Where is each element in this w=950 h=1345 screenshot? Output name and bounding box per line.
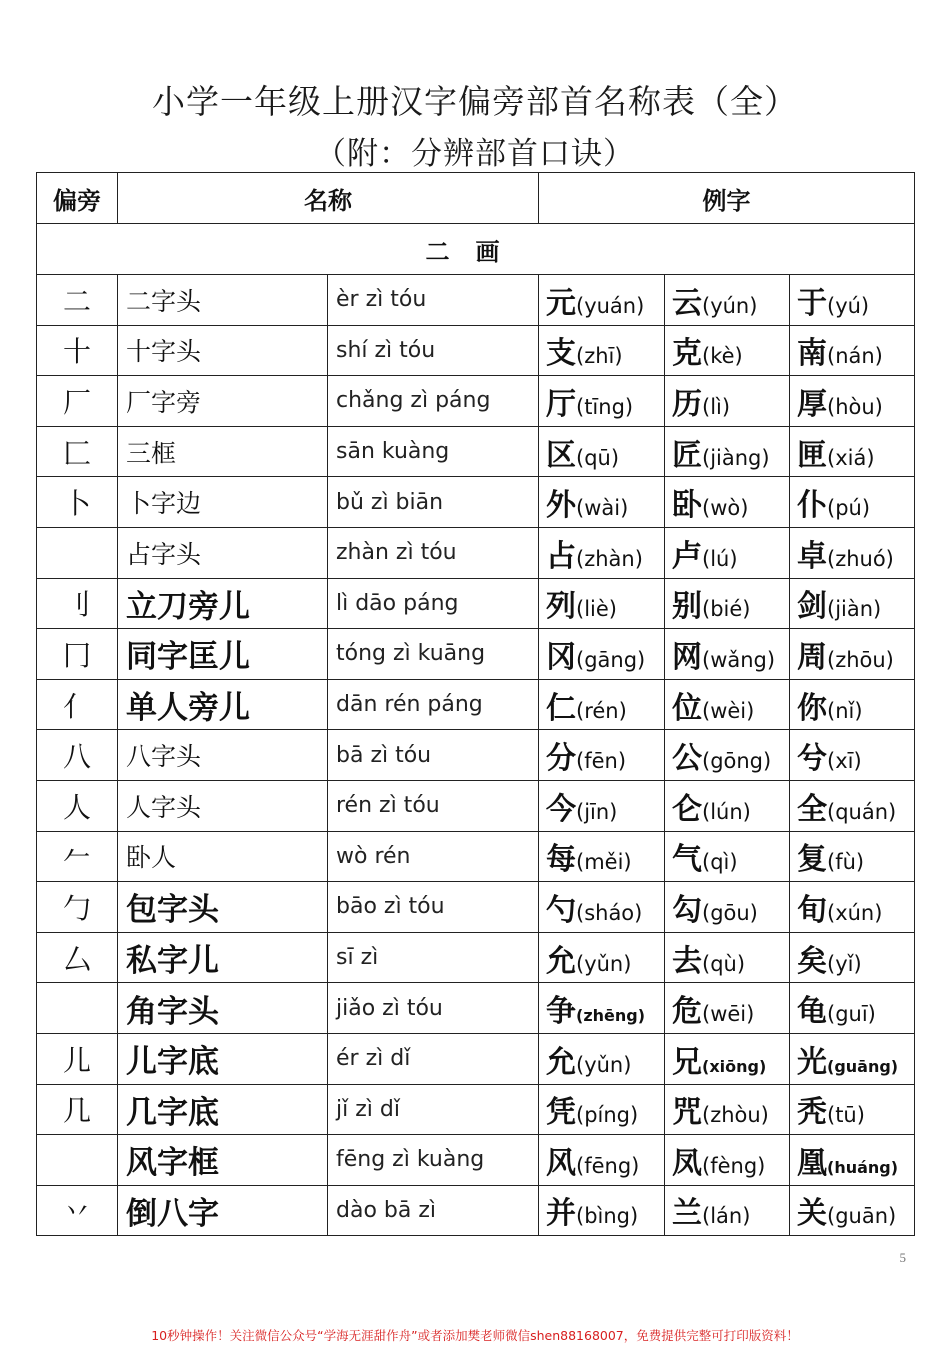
example-pinyin: (guāng): [827, 1056, 899, 1076]
example-pinyin: (fēng): [576, 1153, 640, 1178]
example-char: 元: [546, 285, 576, 321]
example-cell: [665, 831, 790, 882]
pinyin-cell: bāo zì tóu: [328, 882, 539, 933]
radical-cell: 厶: [37, 932, 118, 983]
example-cell: [790, 1033, 915, 1084]
radical-cell: [37, 983, 118, 1034]
radical-name-cell: 私字儿: [118, 932, 328, 983]
example-pinyin: (gōng): [702, 749, 772, 774]
example-char: 秃: [797, 1095, 827, 1131]
example-cell: [665, 477, 790, 528]
example-char: 勾: [672, 892, 702, 928]
example-char: 兰: [672, 1196, 702, 1232]
example-cell: [790, 477, 915, 528]
example-pinyin: (tīng): [576, 394, 634, 419]
example-cell: [539, 1033, 665, 1084]
example-pinyin: (hòu): [827, 394, 883, 419]
example-pinyin: (qì): [702, 850, 738, 875]
example-char: 卓: [797, 538, 827, 574]
table-header-row: [37, 173, 915, 224]
table-row: [37, 1084, 915, 1135]
example-char: 全: [797, 791, 827, 827]
example-pinyin: (nǐ): [827, 698, 863, 723]
pinyin-cell: wò rén: [328, 831, 539, 882]
example-cell: [665, 780, 790, 831]
example-cell: [665, 275, 790, 326]
example-pinyin: (sháo): [576, 900, 643, 925]
page-title: 小学一年级上册汉字偏旁部首名称表（全）: [152, 82, 798, 121]
example-cell: [790, 527, 915, 578]
example-cell: [539, 578, 665, 629]
example-cell: [539, 730, 665, 781]
example-char: 冈: [546, 639, 576, 675]
radical-cell: 二: [37, 275, 118, 326]
example-pinyin: (jīn): [576, 799, 618, 824]
pinyin-cell: dān rén páng: [328, 679, 539, 730]
example-char: 咒: [672, 1095, 702, 1131]
example-char: 克: [672, 336, 702, 372]
footer-notice: 10秒钟操作！关注微信公众号“学海无涯甜作舟”或者添加樊老师微信shen88168007，免费提供完整可打印版资料！: [151, 1328, 799, 1343]
radical-name-cell: 占字头: [118, 527, 328, 578]
radical-cell: 冂: [37, 629, 118, 680]
example-cell: [665, 1084, 790, 1135]
example-char: 位: [672, 690, 702, 726]
table-row: [37, 527, 915, 578]
example-cell: [665, 932, 790, 983]
example-pinyin: (wèi): [702, 698, 755, 723]
example-pinyin: (xī): [827, 749, 862, 774]
header-radical: 偏旁: [37, 173, 118, 224]
pinyin-cell: ér zì dǐ: [328, 1033, 539, 1084]
example-pinyin: (xiá): [827, 445, 875, 470]
example-cell: [790, 275, 915, 326]
radical-cell: [37, 1135, 118, 1186]
example-pinyin: (yú): [827, 293, 870, 318]
table-row: [37, 730, 915, 781]
example-cell: [790, 831, 915, 882]
table-row: [37, 679, 915, 730]
example-pinyin: (jiàng): [702, 445, 770, 470]
example-pinyin: (liè): [576, 597, 617, 622]
example-pinyin: (wài): [576, 496, 629, 521]
example-cell: [539, 679, 665, 730]
table-row: [37, 275, 915, 326]
example-char: 剑: [797, 589, 827, 625]
example-char: 凭: [546, 1095, 576, 1131]
pinyin-cell: tóng zì kuāng: [328, 629, 539, 680]
table-row: [37, 376, 915, 427]
example-char: 匠: [672, 437, 702, 473]
pinyin-cell: bā zì tóu: [328, 730, 539, 781]
example-char: 厅: [546, 386, 576, 422]
example-cell: [790, 730, 915, 781]
section-label: 二画: [37, 224, 915, 275]
example-pinyin: (rén): [576, 698, 627, 723]
example-char: 龟: [797, 994, 827, 1030]
example-pinyin: (lán): [702, 1204, 751, 1229]
example-cell: [665, 426, 790, 477]
example-pinyin: (yǐ): [827, 951, 862, 976]
example-char: 云: [672, 285, 702, 321]
example-char: 允: [546, 1044, 576, 1080]
example-char: 历: [672, 386, 702, 422]
example-cell: [539, 780, 665, 831]
example-pinyin: (zhàn): [576, 546, 643, 571]
example-cell: [790, 882, 915, 933]
radical-name-cell: 同字匡儿: [118, 629, 328, 680]
radical-cell: 八: [37, 730, 118, 781]
example-pinyin: (kè): [702, 344, 743, 369]
pinyin-cell: dào bā zì: [328, 1185, 539, 1236]
example-pinyin: (pú): [827, 496, 871, 521]
example-pinyin: (wǎng): [702, 647, 776, 672]
example-char: 去: [672, 943, 702, 979]
example-char: 兮: [797, 741, 827, 777]
radical-name-cell: 风字框: [118, 1135, 328, 1186]
example-pinyin: (fēn): [576, 749, 627, 774]
radical-cell: 丷: [37, 1185, 118, 1236]
pinyin-cell: bǔ zì biān: [328, 477, 539, 528]
radical-cell: 匚: [37, 426, 118, 477]
example-char: 区: [546, 437, 576, 473]
example-pinyin: (guī): [827, 1002, 876, 1027]
example-pinyin: (fù): [827, 850, 865, 875]
radical-name-cell: 厂字旁: [118, 376, 328, 427]
pinyin-cell: fēng zì kuàng: [328, 1135, 539, 1186]
example-cell: [790, 629, 915, 680]
radical-cell: 卜: [37, 477, 118, 528]
example-char: 光: [797, 1044, 827, 1080]
radical-name-cell: 八字头: [118, 730, 328, 781]
example-cell: [665, 527, 790, 578]
radical-cell: 𠂉: [37, 831, 118, 882]
table-row: [37, 325, 915, 376]
radical-name-cell: 二字头: [118, 275, 328, 326]
example-char: 仁: [546, 690, 576, 726]
example-char: 凰: [797, 1145, 827, 1181]
example-pinyin: (píng): [576, 1103, 639, 1128]
example-cell: [539, 932, 665, 983]
table-row: [37, 1033, 915, 1084]
example-char: 列: [546, 589, 576, 625]
example-cell: [790, 325, 915, 376]
example-char: 风: [546, 1145, 576, 1181]
example-cell: [790, 426, 915, 477]
example-cell: [665, 1185, 790, 1236]
example-char: 勺: [546, 892, 576, 928]
radical-name-cell: 单人旁儿: [118, 679, 328, 730]
radical-name-cell: 几字底: [118, 1084, 328, 1135]
example-cell: [539, 1084, 665, 1135]
example-cell: [539, 882, 665, 933]
pinyin-cell: lì dāo páng: [328, 578, 539, 629]
example-cell: [790, 1185, 915, 1236]
radical-name-cell: 十字头: [118, 325, 328, 376]
example-pinyin: (bìng): [576, 1204, 639, 1229]
pinyin-cell: jǐ zì dǐ: [328, 1084, 539, 1135]
example-char: 今: [546, 791, 576, 827]
pinyin-cell: zhàn zì tóu: [328, 527, 539, 578]
example-char: 旬: [797, 892, 827, 928]
example-cell: [539, 629, 665, 680]
example-cell: [539, 527, 665, 578]
example-cell: [665, 376, 790, 427]
example-cell: [665, 629, 790, 680]
example-char: 分: [546, 741, 576, 777]
example-char: 允: [546, 943, 576, 979]
pinyin-cell: jiǎo zì tóu: [328, 983, 539, 1034]
example-char: 每: [546, 842, 576, 878]
example-pinyin: (qù): [702, 951, 746, 976]
example-pinyin: (qū): [576, 445, 620, 470]
example-pinyin: (zhēng): [576, 1006, 646, 1026]
table-row: [37, 426, 915, 477]
example-pinyin: (wēi): [702, 1002, 755, 1027]
pinyin-cell: sān kuàng: [328, 426, 539, 477]
radical-name-cell: 包字头: [118, 882, 328, 933]
table-row: [37, 831, 915, 882]
radical-cell: 人: [37, 780, 118, 831]
header-examples: 例字: [539, 173, 915, 224]
example-char: 公: [672, 741, 702, 777]
example-char: 网: [672, 639, 702, 675]
page-subtitle: （附：分辨部首口诀）: [315, 136, 635, 172]
example-cell: [539, 831, 665, 882]
table-row: [37, 983, 915, 1034]
radical-name-cell: 儿字底: [118, 1033, 328, 1084]
example-cell: [790, 1084, 915, 1135]
radical-name-cell: 卧人: [118, 831, 328, 882]
example-pinyin: (gāng): [576, 647, 646, 672]
example-char: 仆: [797, 488, 827, 524]
example-char: 周: [797, 639, 827, 675]
example-cell: [539, 325, 665, 376]
example-char: 卧: [672, 488, 702, 524]
radical-cell: 几: [37, 1084, 118, 1135]
example-pinyin: (yǔn): [576, 1052, 632, 1077]
example-cell: [539, 376, 665, 427]
example-char: 南: [797, 336, 827, 372]
example-cell: [665, 578, 790, 629]
table-row: [37, 932, 915, 983]
example-cell: [539, 275, 665, 326]
example-pinyin: (wò): [702, 496, 749, 521]
example-char: 厚: [797, 386, 827, 422]
example-cell: [790, 376, 915, 427]
example-cell: [665, 882, 790, 933]
example-cell: [539, 1185, 665, 1236]
example-pinyin: (bié): [702, 597, 751, 622]
example-cell: [539, 1135, 665, 1186]
example-pinyin: (zhuó): [827, 546, 894, 571]
radical-cell: 勹: [37, 882, 118, 933]
example-pinyin: (guān): [827, 1204, 897, 1229]
header-name: 名称: [118, 173, 539, 224]
example-char: 关: [797, 1196, 827, 1232]
example-char: 凤: [672, 1145, 702, 1181]
radical-name-cell: 角字头: [118, 983, 328, 1034]
table-row: [37, 629, 915, 680]
radical-cell: 刂: [37, 578, 118, 629]
example-cell: [790, 578, 915, 629]
example-cell: [665, 325, 790, 376]
example-pinyin: (lún): [702, 799, 751, 824]
example-pinyin: (tū): [827, 1103, 865, 1128]
example-pinyin: (quán): [827, 799, 897, 824]
example-char: 匣: [797, 437, 827, 473]
radical-name-cell: 人字头: [118, 780, 328, 831]
table-row: [37, 1185, 915, 1236]
radical-cell: 厂: [37, 376, 118, 427]
example-char: 占: [546, 538, 576, 574]
example-cell: [665, 730, 790, 781]
example-cell: [539, 426, 665, 477]
radical-name-cell: 立刀旁儿: [118, 578, 328, 629]
example-char: 卢: [672, 538, 702, 574]
example-pinyin: (zhī): [576, 344, 623, 369]
pinyin-cell: chǎng zì páng: [328, 376, 539, 427]
example-cell: [665, 679, 790, 730]
radical-name-cell: 卜字边: [118, 477, 328, 528]
example-cell: [790, 983, 915, 1034]
radical-cell: [37, 527, 118, 578]
example-char: 别: [672, 589, 702, 625]
example-pinyin: (huáng): [827, 1157, 899, 1177]
example-char: 争: [546, 994, 576, 1030]
example-pinyin: (xún): [827, 900, 883, 925]
example-pinyin: (lì): [702, 394, 731, 419]
example-cell: [665, 1033, 790, 1084]
example-char: 兄: [672, 1044, 702, 1080]
example-cell: [539, 477, 665, 528]
example-char: 于: [797, 285, 827, 321]
example-pinyin: (xiōng): [702, 1056, 767, 1076]
example-pinyin: (nán): [827, 344, 883, 369]
example-char: 外: [546, 488, 576, 524]
example-pinyin: (yuán): [576, 293, 645, 318]
example-pinyin: (lú): [702, 546, 738, 571]
example-cell: [665, 983, 790, 1034]
example-pinyin: (gōu): [702, 900, 758, 925]
example-pinyin: (měi): [576, 850, 632, 875]
example-cell: [790, 932, 915, 983]
example-cell: [790, 780, 915, 831]
example-char: 气: [672, 842, 702, 878]
radical-name-cell: 倒八字: [118, 1185, 328, 1236]
pinyin-cell: sī zì: [328, 932, 539, 983]
table-row: [37, 1135, 915, 1186]
example-char: 支: [546, 336, 576, 372]
example-pinyin: (yǔn): [576, 951, 632, 976]
radical-cell: 儿: [37, 1033, 118, 1084]
table-row: [37, 578, 915, 629]
example-char: 并: [546, 1196, 576, 1232]
table-row: [37, 780, 915, 831]
example-pinyin: (yún): [702, 293, 758, 318]
example-cell: [665, 1135, 790, 1186]
example-char: 仑: [672, 791, 702, 827]
example-char: 你: [797, 690, 827, 726]
radical-name-cell: 三框: [118, 426, 328, 477]
example-pinyin: (jiàn): [827, 597, 882, 622]
section-row: [37, 224, 915, 275]
example-char: 矣: [797, 943, 827, 979]
example-char: 危: [672, 994, 702, 1030]
example-cell: [790, 1135, 915, 1186]
example-pinyin: (fèng): [702, 1153, 766, 1178]
page-number: 5: [899, 1250, 906, 1265]
example-char: 复: [797, 842, 827, 878]
table-row: [37, 882, 915, 933]
radical-cell: 亻: [37, 679, 118, 730]
radical-table: [36, 172, 915, 1236]
example-cell: [790, 679, 915, 730]
radical-cell: 十: [37, 325, 118, 376]
example-pinyin: (zhōu): [827, 647, 894, 672]
pinyin-cell: rén zì tóu: [328, 780, 539, 831]
pinyin-cell: shí zì tóu: [328, 325, 539, 376]
example-pinyin: (zhòu): [702, 1103, 769, 1128]
table-row: [37, 477, 915, 528]
pinyin-cell: èr zì tóu: [328, 275, 539, 326]
example-cell: [539, 983, 665, 1034]
